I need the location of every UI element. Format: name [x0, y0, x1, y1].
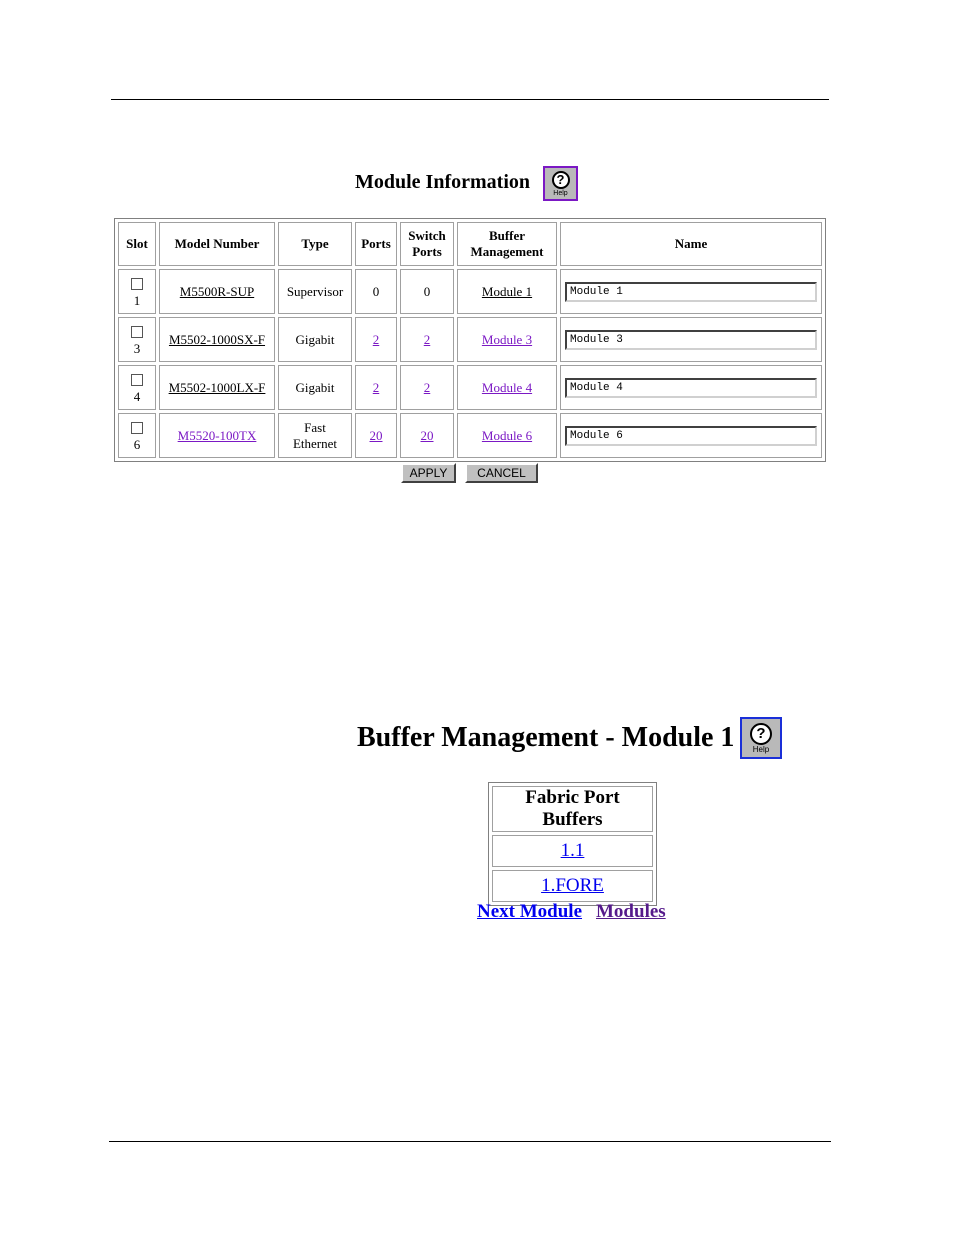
buffer-management-link[interactable]: Module 6 — [481, 427, 533, 443]
ports-cell: 0 — [355, 269, 397, 314]
cancel-button[interactable]: CANCEL — [465, 463, 538, 483]
slot-checkbox[interactable] — [131, 422, 143, 434]
ports-link[interactable]: 20 — [369, 427, 383, 443]
buffer-management-link[interactable]: Module 1 — [481, 283, 533, 299]
port-buffer-link[interactable]: 1.FORE — [541, 875, 604, 896]
next-module-link[interactable]: Next Module — [477, 901, 583, 922]
slot-cell — [118, 413, 156, 458]
model-number-link[interactable]: M5502-1000SX-F — [168, 331, 266, 347]
module-name-input[interactable]: Module 1 — [565, 282, 817, 302]
header-model-number: Model Number — [159, 222, 275, 266]
header-slot: Slot — [118, 222, 156, 266]
table-row — [118, 413, 822, 458]
switch-ports-link[interactable]: 2 — [423, 331, 431, 347]
type-cell: Supervisor — [278, 269, 352, 314]
header-type: Type — [278, 222, 352, 266]
slot-checkbox[interactable] — [131, 278, 143, 290]
slot-cell — [118, 317, 156, 362]
slot-checkbox[interactable] — [131, 374, 143, 386]
type-cell: Gigabit — [278, 317, 352, 362]
fabric-port-buffers-table — [488, 782, 657, 906]
buffer-management-link[interactable]: Module 4 — [481, 379, 533, 395]
header-buffer-management: Buffer Management — [457, 222, 557, 266]
bottom-rule — [109, 1141, 831, 1142]
buffer-management-title: Buffer Management - Module 1 — [357, 722, 735, 753]
fabric-port-buffers-header: Fabric Port Buffers — [492, 786, 653, 832]
ports-link[interactable]: 2 — [372, 331, 380, 347]
type-cell: Gigabit — [278, 365, 352, 410]
module-table — [114, 218, 826, 462]
switch-ports-link[interactable]: 2 — [423, 379, 431, 395]
slot-number: 3 — [133, 340, 141, 356]
port-buffer-link[interactable]: 1.1 — [560, 840, 585, 861]
modules-link[interactable]: Modules — [596, 901, 666, 922]
top-rule — [111, 99, 829, 100]
model-number-link[interactable]: M5520-100TX — [177, 427, 257, 443]
table-header-row — [118, 222, 822, 266]
help-icon: ? — [750, 723, 772, 745]
next-module-link-wrap — [477, 901, 582, 923]
model-number-link[interactable]: M5500R-SUP — [179, 283, 255, 299]
module-name-input[interactable]: Module 3 — [565, 330, 817, 350]
modules-link-wrap — [596, 901, 666, 923]
slot-number: 1 — [133, 292, 141, 308]
header-name: Name — [560, 222, 822, 266]
slot-cell — [118, 365, 156, 410]
apply-button[interactable]: APPLY — [401, 463, 456, 483]
header-ports: Ports — [355, 222, 397, 266]
slot-checkbox[interactable] — [131, 326, 143, 338]
module-name-input[interactable]: Module 6 — [565, 426, 817, 446]
switch-ports-link[interactable]: 20 — [420, 427, 434, 443]
help-label: Help — [553, 189, 568, 197]
header-switch-ports: Switch Ports — [400, 222, 454, 266]
help-button[interactable] — [740, 717, 782, 759]
table-row — [118, 365, 822, 410]
slot-number: 4 — [133, 388, 141, 404]
type-cell: Fast Ethernet — [278, 413, 352, 458]
switch-ports-cell: 0 — [400, 269, 454, 314]
help-button[interactable] — [543, 166, 578, 201]
model-number-link[interactable]: M5502-1000LX-F — [168, 379, 266, 395]
slot-cell — [118, 269, 156, 314]
help-icon: ? — [552, 171, 570, 189]
page-title: Module Information — [355, 171, 530, 193]
ports-link[interactable]: 2 — [372, 379, 380, 395]
table-row — [118, 317, 822, 362]
help-label: Help — [752, 744, 770, 754]
table-row — [118, 269, 822, 314]
buffer-management-link[interactable]: Module 3 — [481, 331, 533, 347]
slot-number: 6 — [133, 436, 141, 452]
module-name-input[interactable]: Module 4 — [565, 378, 817, 398]
